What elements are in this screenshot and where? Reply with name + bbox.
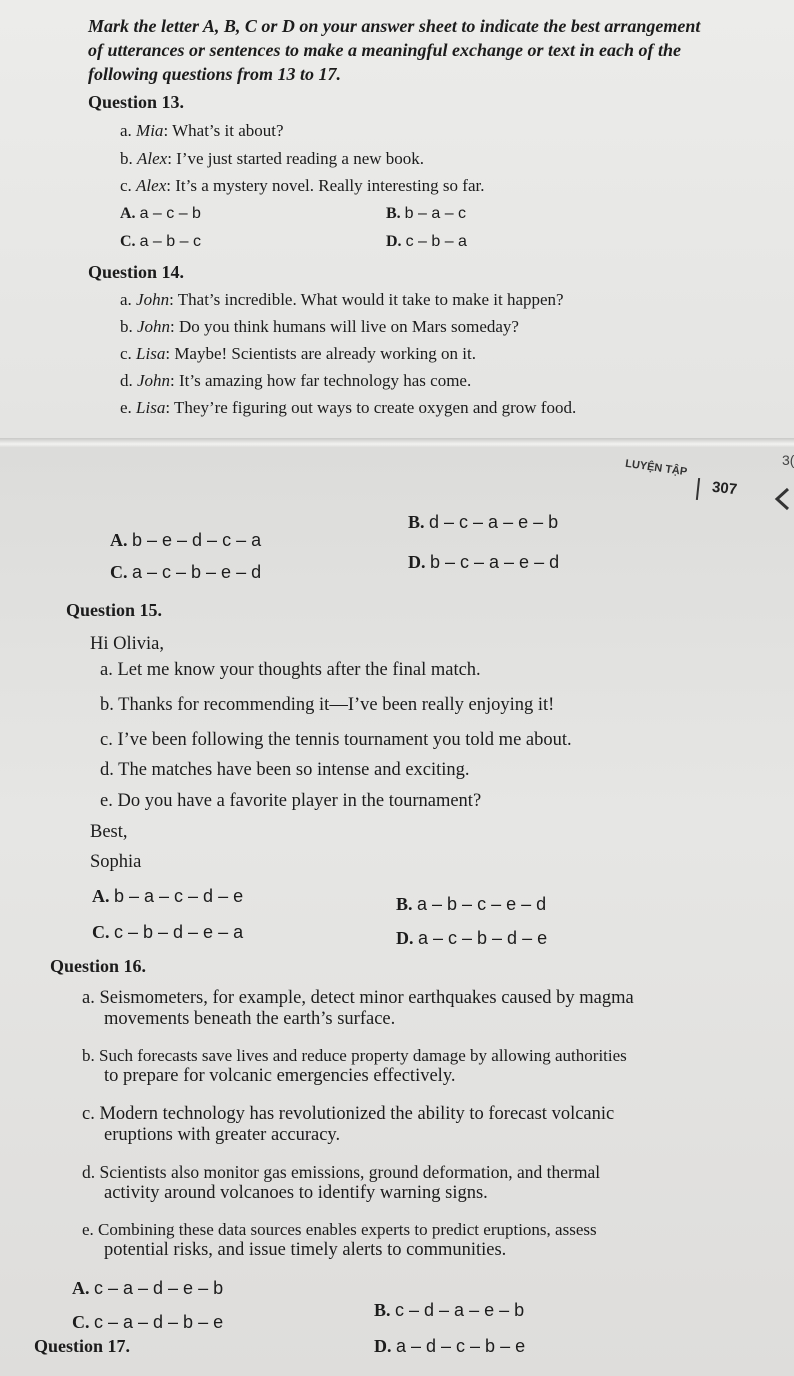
question-13-title: Question 13.	[88, 92, 185, 112]
section-header: LUYỆN TẬP	[624, 457, 688, 479]
q14-item-d: d. John: It’s amazing how far technology has come.	[120, 371, 472, 390]
q16-option-a[interactable]: A. c – a – d – e – b	[72, 1278, 224, 1298]
q15-option-c[interactable]: C. c – b – d – e – a	[92, 922, 244, 942]
q13-item-b: b. Alex: I’ve just started reading a new book.	[120, 149, 425, 168]
q13-option-c[interactable]: C. a – b – c	[120, 233, 201, 250]
question-15-title: Question 15.	[66, 600, 163, 620]
q15-item-a: a. Let me know your thoughts after the final match.	[100, 660, 481, 680]
q15-greeting: Hi Olivia,	[90, 634, 164, 654]
corner-page-number: 3(	[782, 452, 794, 468]
q13-item-a: a. Mia: What’s it about?	[120, 121, 284, 140]
q14-item-c: c. Lisa: Maybe! Scientists are already working on it.	[120, 344, 476, 363]
q13-option-a[interactable]: A. a – c – b	[120, 205, 201, 222]
q14-option-a[interactable]: A. b – e – d – c – a	[110, 530, 262, 550]
q15-item-b: b. Thanks for recommending it—I’ve been really enjoying it!	[100, 695, 555, 715]
q15-item-e: e. Do you have a favorite player in the tournament?	[100, 791, 482, 811]
q16-option-c[interactable]: C. c – a – d – b – e	[72, 1312, 224, 1332]
question-17-title: Question 17.	[34, 1336, 131, 1356]
q14-item-e: e. Lisa: They’re figuring out ways to create oxygen and grow food.	[120, 398, 577, 417]
q13-option-d[interactable]: D. c – b – a	[386, 233, 467, 250]
q15-option-d[interactable]: D. a – c – b – d – e	[396, 928, 548, 948]
q15-item-c: c. I’ve been following the tennis tournament you told me about.	[100, 730, 572, 750]
q16-item-c: c. Modern technology has revolutionized the ability to forecast volcanic eruptions with greater accuracy.	[82, 1104, 615, 1145]
page-number: 307	[711, 478, 738, 499]
question-16-title: Question 16.	[50, 956, 147, 976]
page-seam	[0, 438, 794, 448]
q14-option-c[interactable]: C. a – c – b – e – d	[110, 562, 262, 582]
q14-item-a: a. John: That’s incredible. What would it take to make it happen?	[120, 290, 564, 309]
q16-item-e: e. Combining these data sources enables experts to predict eruptions, assess potential risks, and issue timely alerts to communities.	[82, 1220, 597, 1260]
question-14-title: Question 14.	[88, 262, 185, 282]
q13-option-b[interactable]: B. b – a – c	[386, 205, 467, 222]
q14-option-b[interactable]: B. d – c – a – e – b	[408, 512, 559, 532]
q15-closing: Best,	[90, 822, 128, 842]
q14-option-d[interactable]: D. b – c – a – e – d	[408, 552, 560, 572]
q16-item-b: b. Such forecasts save lives and reduce property damage by allowing authorities to prepare for volcanic emergencies effectively.	[82, 1046, 627, 1086]
q15-item-d: d. The matches have been so intense and exciting.	[100, 760, 470, 780]
chevron-left-icon	[768, 486, 794, 512]
instruction-line-3: following questions from 13 to 17.	[88, 64, 342, 84]
q16-option-d[interactable]: D. a – d – c – b – e	[374, 1336, 526, 1356]
q16-item-d: d. Scientists also monitor gas emissions, ground deformation, and thermal activity around volcanoes to identify warning signs.	[82, 1162, 601, 1203]
instruction-line-1: Mark the letter A, B, C or D on your answer sheet to indicate the best arrangement	[88, 16, 701, 36]
q16-option-b[interactable]: B. c – d – a – e – b	[374, 1300, 525, 1320]
q15-option-a[interactable]: A. b – a – c – d – e	[92, 886, 244, 906]
q15-signature: Sophia	[90, 852, 142, 872]
q14-item-b: b. John: Do you think humans will live on Mars someday?	[120, 317, 519, 336]
q13-item-c: c. Alex: It’s a mystery novel. Really interesting so far.	[120, 176, 485, 195]
q15-option-b[interactable]: B. a – b – c – e – d	[396, 894, 547, 914]
q16-item-a: a. Seismometers, for example, detect minor earthquakes caused by magma movements beneath the earth’s surface.	[82, 988, 634, 1029]
instruction-line-2: of utterances or sentences to make a meaningful exchange or text in each of the	[88, 40, 681, 60]
